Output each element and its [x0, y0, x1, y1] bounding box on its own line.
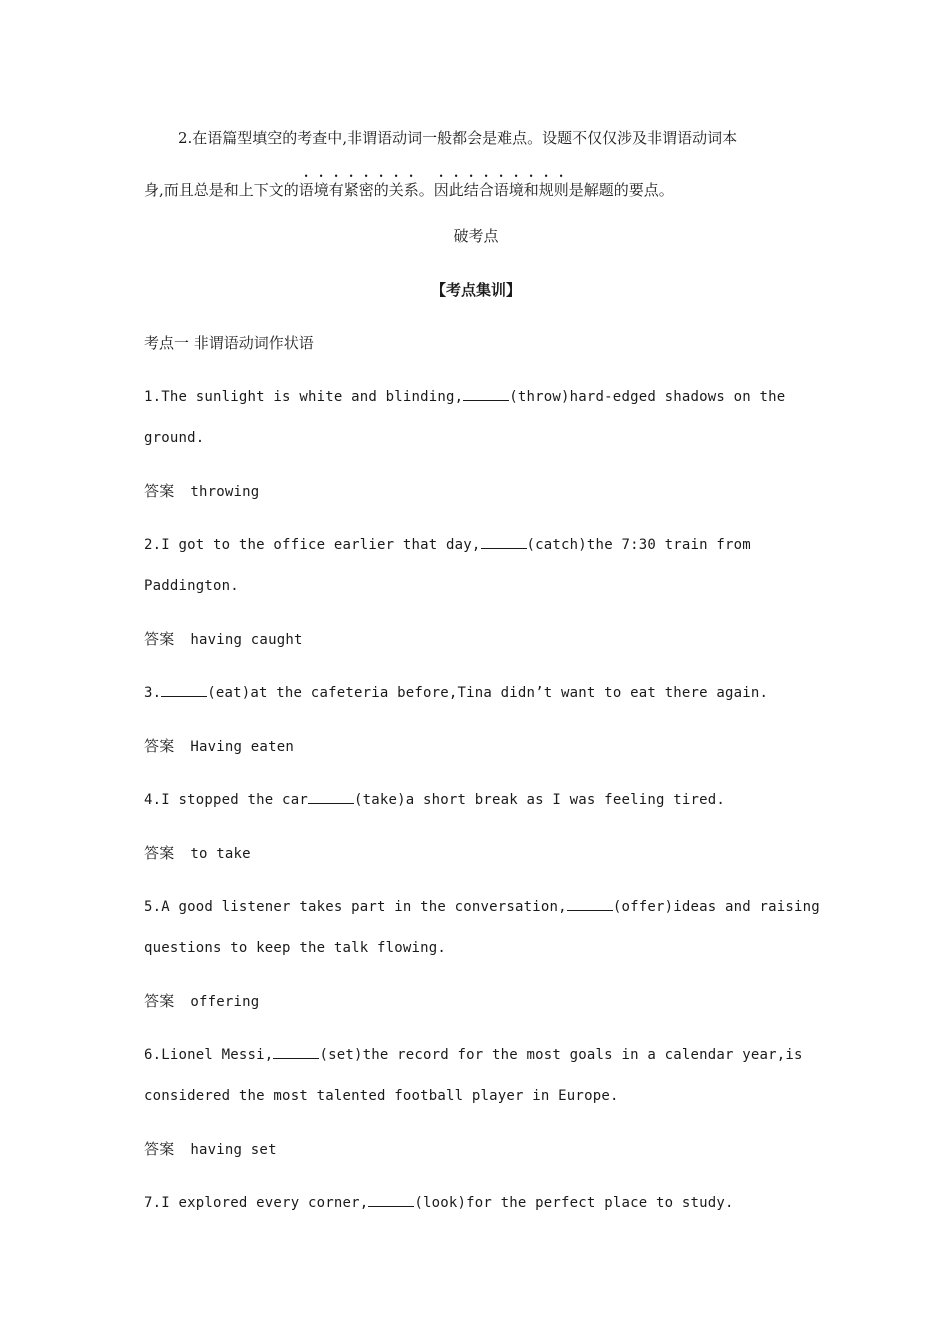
answer-1 [144, 481, 259, 502]
question-6-line-2: considered the most talented football player in Europe. [144, 1088, 619, 1104]
question-7-blank [368, 1193, 414, 1207]
answer-4 [144, 843, 251, 864]
section-title: 破考点 [453, 227, 499, 245]
answer-2 [144, 629, 303, 650]
question-7 [144, 1193, 734, 1213]
answer-3 [144, 736, 294, 757]
question-4 [144, 790, 725, 810]
question-3 [144, 683, 768, 703]
answer-5 [144, 991, 259, 1012]
answer-label: 答案 [144, 482, 175, 500]
answer-4-text: to take [190, 846, 251, 862]
question-4-text-start: 4.I stopped the car [144, 792, 308, 808]
question-1-text-end: (throw)hard-edged shadows on the [509, 389, 786, 405]
topic-title: 考点一 非谓语动词作状语 [144, 334, 314, 352]
answer-label: 答案 [144, 844, 175, 862]
question-2-text-start: 2.I got to the office earlier that day, [144, 537, 481, 553]
answer-label: 答案 [144, 630, 175, 648]
answer-label: 答案 [144, 1140, 175, 1158]
question-5 [144, 897, 820, 917]
question-4-text-end: (take)a short break as I was feeling tired. [353, 792, 725, 808]
intro-line-1: 2.在语篇型填空的考查中,非谓语动词一般都会是难点。设题不仅仅涉及非谓语动词本 [178, 129, 738, 147]
question-3-text-start: 3. [144, 685, 162, 701]
intro-emphasis-text: 语境有紧密的关系。因此结合语境和规则 [298, 181, 569, 199]
answer-6 [144, 1139, 277, 1160]
question-1-blank [463, 387, 509, 401]
question-5-text-end: (offer)ideas and raising [612, 899, 820, 915]
answer-6-text: having set [190, 1142, 277, 1158]
question-6-text-end: (set)the record for the most goals in a calendar year,is [319, 1047, 803, 1063]
question-5-blank [567, 897, 613, 911]
question-6-blank [273, 1045, 319, 1059]
document-page [144, 0, 820, 1344]
question-3-text-end: (eat)at the cafeteria before,Tina didn’t want to eat there again. [207, 685, 769, 701]
question-2-line-2: Paddington. [144, 578, 239, 594]
question-7-text-start: 7.I explored every corner, [144, 1195, 369, 1211]
question-2-blank [481, 535, 527, 549]
answer-2-text: having caught [190, 632, 303, 648]
question-5-text-start: 5.A good listener takes part in the conversation, [144, 899, 567, 915]
intro-line-2-start: 身,而且总是和上下文的 [144, 181, 299, 199]
answer-5-text: offering [190, 994, 260, 1010]
question-7-text-end: (look)for the perfect place to study. [414, 1195, 734, 1211]
answer-1-text: throwing [190, 484, 260, 500]
question-1-text-start: 1.The sunlight is white and blinding, [144, 389, 464, 405]
question-1 [144, 387, 785, 407]
answer-3-text: Having eaten [190, 739, 294, 755]
question-6 [144, 1045, 803, 1065]
question-6-text-start: 6.Lionel Messi, [144, 1047, 274, 1063]
intro-line-2-end: 是解题的要点。 [568, 181, 674, 199]
subsection-title: 【考点集训】 [430, 281, 521, 299]
question-4-blank [308, 790, 354, 804]
answer-label: 答案 [144, 992, 175, 1010]
question-1-line-2: ground. [144, 430, 205, 446]
question-2-text-end: (catch)the 7:30 train from [526, 537, 751, 553]
answer-label: 答案 [144, 737, 175, 755]
question-5-line-2: questions to keep the talk flowing. [144, 940, 447, 956]
intro-line-2 [144, 172, 674, 200]
question-2 [144, 535, 751, 555]
question-3-blank [161, 683, 207, 697]
